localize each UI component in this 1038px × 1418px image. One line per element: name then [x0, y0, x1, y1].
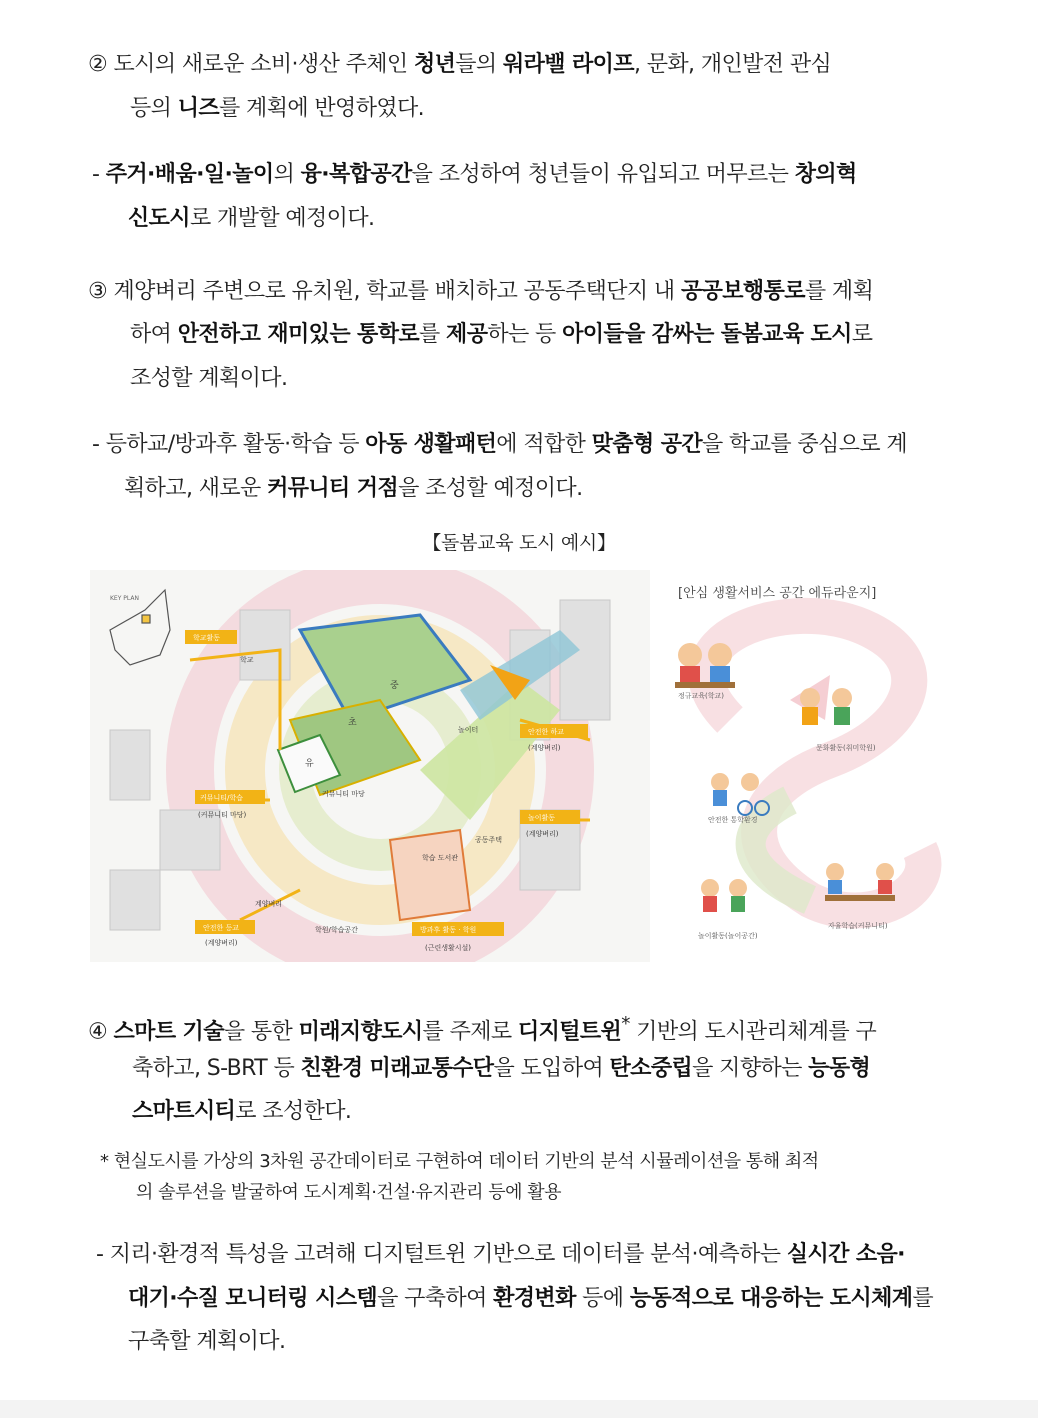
svg-text:(근린생활시설): (근린생활시설) — [425, 944, 472, 952]
section3-line1: ③ 계양벼리 주변으로 유치원, 학교를 배치하고 공동주택단지 내 공공보행통로를 계획 — [88, 279, 874, 304]
emphasis: 청년 — [413, 52, 456, 77]
emphasis: 제공 — [446, 322, 488, 347]
emphasis: 대기·수질 모니터링 시스템 — [128, 1286, 378, 1311]
svg-text:계양벼리: 계양벼리 — [255, 900, 283, 908]
svg-text:자율학습(커뮤니티): 자율학습(커뮤니티) — [828, 922, 888, 930]
svg-text:(커뮤니티 마당): (커뮤니티 마당) — [198, 811, 247, 819]
section2-sub-line1: - 주거·배움·일·놀이의 융·복합공간을 조성하여 청년들이 유입되고 머무르는 창의혁 — [92, 162, 857, 187]
section2-sub-line2: 신도시로 개발할 예정이다. — [128, 206, 375, 231]
emphasis: 친환경 미래교통수단 — [300, 1056, 494, 1081]
section2-line1: ② 도시의 새로운 소비·생산 주체인 청년들의 워라밸 라이프, 문화, 개인발전 관심 — [88, 52, 832, 77]
svg-text:(계양벼리): (계양벼리) — [205, 939, 238, 947]
svg-text:안전한 통학환경: 안전한 통학환경 — [708, 816, 758, 824]
section4-line2: 축하고, S-BRT 등 친환경 미래교통수단을 도입하여 탄소중립을 지향하는 능동형 — [132, 1056, 871, 1081]
svg-text:중: 중 — [390, 681, 399, 691]
svg-text:놀이활동(놀이공간): 놀이활동(놀이공간) — [698, 932, 758, 940]
svg-text:커뮤니티/학습: 커뮤니티/학습 — [200, 794, 243, 802]
page-footer-strip — [0, 1400, 1038, 1418]
svg-text:초: 초 — [348, 718, 357, 728]
emphasis: 미래지향도시 — [298, 1019, 423, 1045]
emphasis: 실시간 소음· — [786, 1242, 905, 1267]
lounge-title: [안심 생활서비스 공간 에듀라운지] — [678, 586, 877, 601]
section4-line3: 스마트시티로 조성한다. — [132, 1099, 352, 1124]
emphasis: 스마트시티 — [132, 1099, 236, 1124]
emphasis: 안전하고 재미있는 통학로 — [177, 322, 419, 347]
svg-text:공동주택: 공동주택 — [475, 836, 503, 844]
svg-text:유: 유 — [305, 759, 314, 769]
emphasis: 주거·배움·일·놀이 — [105, 162, 274, 187]
svg-text:방과후 활동 · 학원: 방과후 활동 · 학원 — [420, 926, 477, 934]
emphasis: 워라밸 라이프 — [502, 52, 634, 77]
emphasis: 탄소중립 — [609, 1056, 693, 1081]
svg-text:문화활동(취미학원): 문화활동(취미학원) — [816, 744, 876, 752]
footnote-line1: * 현실도시를 가상의 3차원 공간데이터로 구현하여 데이터 기반의 분석 시뮬레이션을 통해 최적 — [100, 1151, 819, 1172]
figure-caption: 【돌봄교육 도시 예시】 — [422, 532, 616, 554]
figure-illustration — [90, 570, 950, 962]
emphasis: 아동 생활패턴 — [365, 432, 497, 457]
svg-text:학교활동: 학교활동 — [193, 634, 221, 642]
svg-text:놀이활동: 놀이활동 — [528, 814, 556, 822]
emphasis: 환경변화 — [493, 1286, 576, 1311]
footnote-marker: * — [621, 1014, 630, 1035]
emphasis: 스마트 기술 — [113, 1019, 224, 1045]
svg-text:(계양벼리): (계양벼리) — [528, 744, 561, 752]
svg-text:안전한 등교: 안전한 등교 — [203, 924, 240, 932]
emphasis: 니즈 — [177, 96, 220, 121]
emphasis: 융·복합공간 — [300, 162, 412, 187]
emphasis: 공공보행통로 — [680, 279, 805, 304]
section4-sub-line1: - 지리·환경적 특성을 고려해 디지털트윈 기반으로 데이터를 분석·예측하는 실시간 소음· — [96, 1242, 905, 1267]
section3-line2: 하여 안전하고 재미있는 통학로를 제공하는 등 아이들을 감싸는 돌봄교육 도시로 — [130, 322, 873, 347]
section2-line2: 등의 니즈를 계획에 반영하였다. — [130, 96, 425, 121]
key-plan-label: KEY PLAN — [110, 595, 139, 602]
section4-sub-line3: 구축할 계획이다. — [128, 1329, 286, 1354]
svg-text:정규교육(학교): 정규교육(학교) — [678, 692, 725, 700]
section4-sub-line2: 대기·수질 모니터링 시스템을 구축하여 환경변화 등에 능동적으로 대응하는 도시체계를 — [128, 1286, 934, 1311]
emphasis: 아이들을 감싸는 돌봄교육 도시 — [562, 322, 852, 347]
emphasis: 커뮤니티 거점 — [267, 476, 399, 501]
emphasis: 능동적으로 대응하는 도시체계 — [629, 1286, 913, 1311]
svg-text:학원/학습공간: 학원/학습공간 — [315, 926, 358, 934]
section3-sub-line1: - 등하교/방과후 활동·학습 등 아동 생활패턴에 적합한 맞춤형 공간을 학교를 중심으로 계 — [92, 432, 908, 457]
section4-line1: ④ 스마트 기술을 통한 미래지향도시를 주제로 디지털트윈* 기반의 도시관리체계를 구 — [88, 1014, 877, 1045]
svg-text:학교: 학교 — [240, 656, 254, 664]
emphasis: 신도시 — [128, 206, 190, 231]
svg-text:놀이터: 놀이터 — [458, 726, 479, 734]
section3-sub-line2: 획하고, 새로운 커뮤니티 거점을 조성할 예정이다. — [124, 476, 583, 501]
emphasis: 능동형 — [808, 1056, 871, 1081]
svg-text:학습 도서관: 학습 도서관 — [422, 854, 459, 862]
emphasis: 디지털트윈 — [517, 1019, 622, 1045]
footnote-line2: 의 솔루션을 발굴하여 도시계획·건설·유지관리 등에 활용 — [136, 1182, 561, 1203]
section3-line3: 조성할 계획이다. — [130, 366, 288, 391]
emphasis: 맞춤형 공간 — [591, 432, 703, 457]
emphasis: 창의혁 — [794, 162, 857, 187]
svg-text:커뮤니티 마당: 커뮤니티 마당 — [322, 790, 365, 798]
svg-text:안전한 하교: 안전한 하교 — [528, 728, 565, 736]
svg-text:(계양벼리): (계양벼리) — [526, 830, 559, 838]
